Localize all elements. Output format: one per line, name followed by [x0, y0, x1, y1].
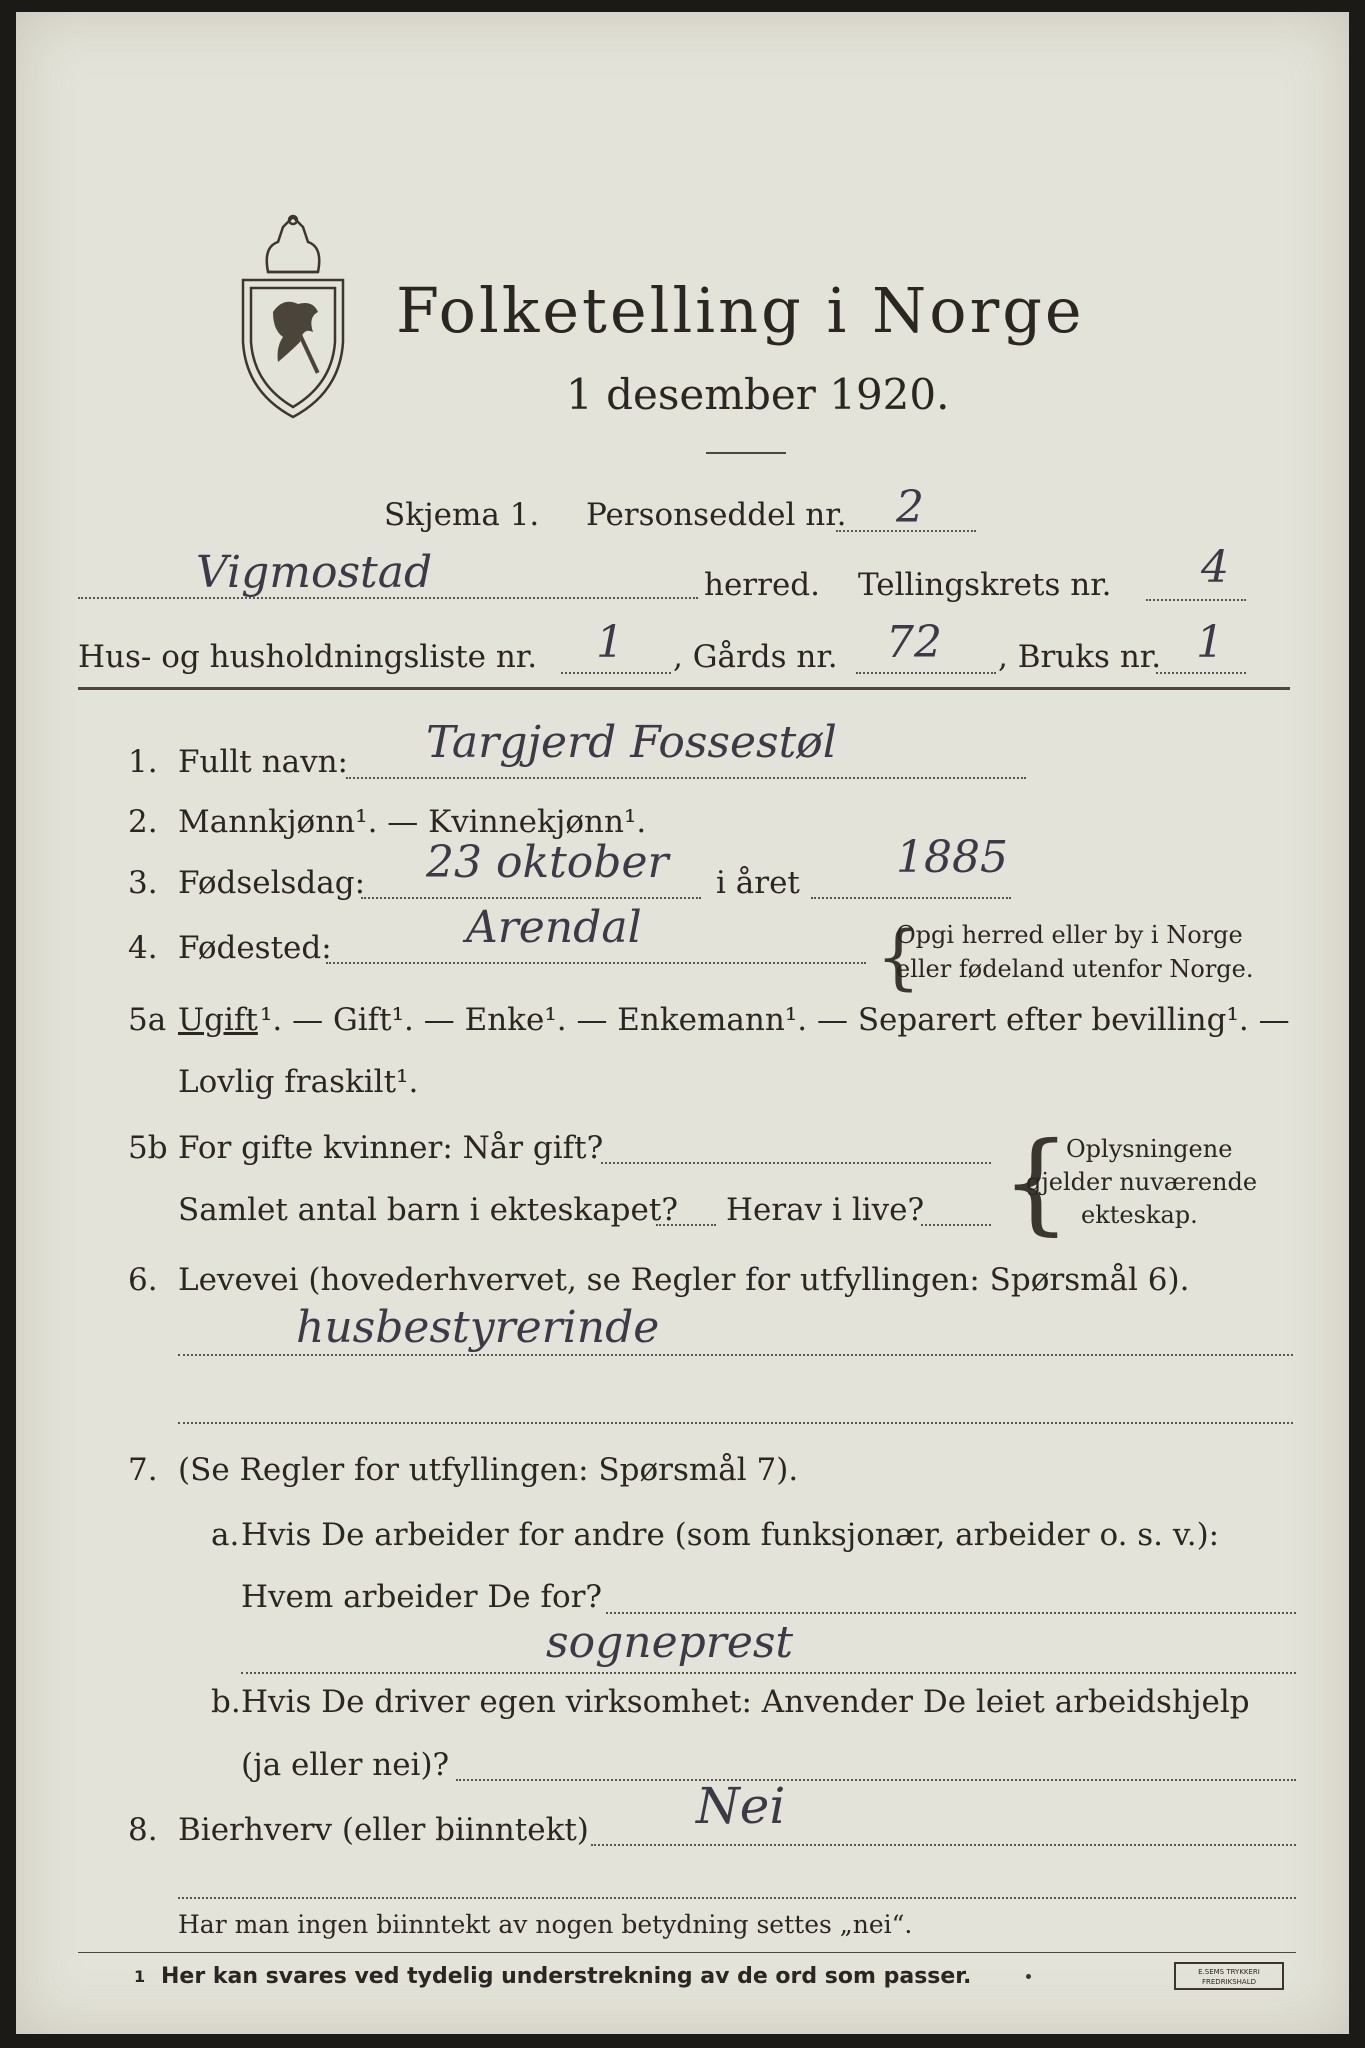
q7a-employer-value[interactable]: sogneprest	[546, 1617, 794, 1668]
tellingskrets-label: Tellingskrets nr.	[858, 567, 1112, 603]
q5b-note-line1: Oplysningene	[1066, 1135, 1233, 1163]
herred-label: herred.	[704, 567, 820, 603]
q6-number: 6.	[128, 1262, 158, 1298]
q7b-line2: (ja eller nei)?	[241, 1747, 450, 1783]
q8-label: Bierhverv (eller biinntekt)	[178, 1812, 589, 1848]
q5b-note-line3: ekteskap.	[1081, 1201, 1198, 1229]
q5a-number: 5a	[128, 1002, 167, 1038]
q4-note-line2: eller fødeland utenfor Norge.	[896, 955, 1254, 983]
q7b-label: Hvis De driver egen virksomhet: Anvender De leiet arbeidshjelp	[241, 1684, 1250, 1720]
header-divider	[78, 687, 1290, 690]
q3-label: Fødselsdag:	[178, 865, 366, 901]
printer-stamp-line2: FREDRIKSHALD	[1201, 1978, 1256, 1986]
q1-label: Fullt navn:	[178, 744, 348, 780]
tellingskrets-value[interactable]: 4	[1201, 542, 1229, 593]
q5a-marital-options[interactable]: ¹. — Gift¹. — Enke¹. — Enkemann¹. — Separert efter bevilling¹. —	[260, 1002, 1290, 1038]
title-divider	[706, 452, 786, 454]
q1-number: 1.	[128, 744, 158, 780]
personseddel-label: Personseddel nr.	[586, 497, 847, 533]
q2-number: 2.	[128, 804, 158, 840]
form-date: 1 desember 1920.	[566, 370, 950, 419]
personseddel-value[interactable]: 2	[896, 482, 924, 533]
q3-birthday-value[interactable]: 23 oktober	[426, 837, 669, 888]
q4-label: Fødested:	[178, 930, 332, 966]
footnote-mark: 1	[134, 1967, 146, 1986]
husliste-label: Hus- og husholdningsliste nr.	[78, 639, 538, 675]
norway-coat-of-arms-icon	[228, 212, 358, 422]
form-title: Folketelling i Norge	[396, 274, 1085, 347]
q5a-line2[interactable]: Lovlig fraskilt¹.	[178, 1064, 419, 1100]
q8-side-income-value[interactable]: Nei	[696, 1777, 786, 1835]
q5b-number: 5b	[128, 1130, 168, 1166]
q3-number: 3.	[128, 865, 158, 901]
husliste-value[interactable]: 1	[596, 617, 624, 668]
printer-stamp	[1174, 1962, 1284, 1990]
q5a-ugift-option[interactable]: Ugift	[178, 1002, 258, 1038]
q5b-note-line2: gjelder nuværende	[1026, 1168, 1258, 1196]
bruks-value[interactable]: 1	[1196, 617, 1224, 668]
gards-value[interactable]: 72	[886, 617, 942, 668]
q5b-label: For gifte kvinner: Når gift?	[178, 1130, 604, 1166]
q3-year-value[interactable]: 1885	[896, 832, 1008, 883]
q6-label: Levevei (hovederhvervet, se Regler for utfyllingen: Spørsmål 6).	[178, 1262, 1190, 1298]
q6-occupation-value[interactable]: husbestyrerinde	[296, 1302, 660, 1353]
herred-value[interactable]: Vigmostad	[196, 547, 433, 598]
bruks-label: , Bruks nr.	[998, 639, 1162, 675]
q8-number: 8.	[128, 1812, 158, 1848]
q3-year-label: i året	[716, 865, 800, 901]
footnote-text: Her kan svares ved tydelig understrekning av de ord som passer.	[161, 1964, 972, 1989]
printer-stamp-line1: E.SEMS TRYKKERI	[1198, 1968, 1260, 1976]
q7a-label: Hvis De arbeider for andre (som funksjonær, arbeider o. s. v.):	[241, 1517, 1220, 1553]
q5b-children-label: Samlet antal barn i ekteskapet?	[178, 1192, 678, 1228]
q7b-letter: b.	[211, 1684, 241, 1720]
q4-number: 4.	[128, 930, 158, 966]
q8-note: Har man ingen biinntekt av nogen betydning settes „nei“.	[178, 1910, 913, 1939]
q4-note-line1: Opgi herred eller by i Norge	[896, 921, 1243, 949]
q7-number: 7.	[128, 1452, 158, 1488]
q7a-letter: a.	[211, 1517, 240, 1553]
q7a-employer-label: Hvem arbeider De for?	[241, 1579, 603, 1615]
census-form-page: Folketelling i Norge 1 desember 1920. Skjema 1. Personseddel nr. 2 Vigmostad herred. Tellingskrets nr. 4 Hus- og husholdningsliste nr. 1 , Gårds nr. 72 , Bruks nr. 1 1. Fullt navn: Targjerd Fossestøl 2. Mannkjønn¹. — Kvinnekjønn¹. 3. Fødselsdag: 23 oktober i året 1885 4. Fødested: Arendal { Opgi herred eller by i Norge eller fødeland utenfor Norge. 5a Ugift ¹. — Gift¹. — Enke¹. — Enkemann¹. — Separert efter bevilling¹. — Lovlig fraskilt¹. 5b For gifte kvinner: Når gift? Samlet antal barn i ekteskapet? Herav i live? { Oplysningene gjelder nuværende ekteskap. 6. Levevei (hovederhvervet, se Regler for utfyllingen: Spørsmål 6). husbestyrerinde 7. (Se Regler for utfyllingen: Spørsmål 7). a. Hvis De arbeider for andre (som funksjonær, arbeider o. s. v.): Hvem arbeider De for? sogneprest b. Hvis De driver egen virksomhet: Anvender De leiet arbeidshjelp (ja eller nei)? 8. Bierhverv (eller biinntekt) Nei Har man ingen biinntekt av nogen betydning settes „nei“. 1 Her kan svares ved tydelig understrekning av de ord som passer. E.SEMS TRYKKERI FREDRIKSHALD	[16, 12, 1349, 2034]
schema-label: Skjema 1.	[384, 497, 540, 533]
q7-label: (Se Regler for utfyllingen: Spørsmål 7).	[178, 1452, 799, 1488]
gards-label: , Gårds nr.	[673, 639, 838, 675]
q2-gender-options[interactable]: Mannkjønn¹. — Kvinnekjønn¹.	[178, 804, 647, 840]
q5b-alive-label: Herav i live?	[726, 1192, 925, 1228]
q4-birthplace-value[interactable]: Arendal	[466, 902, 642, 953]
q1-full-name-value[interactable]: Targjerd Fossestøl	[426, 717, 837, 768]
